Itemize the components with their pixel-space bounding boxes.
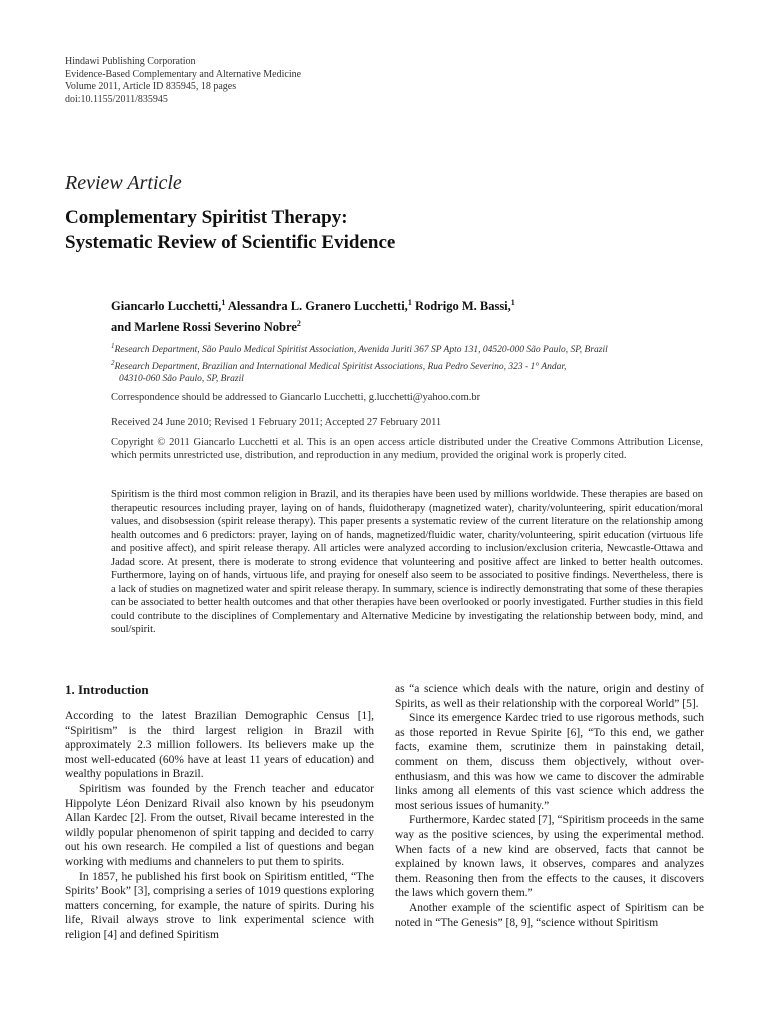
affiliation-marker: 1 <box>221 298 226 307</box>
affiliation-marker: 1 <box>407 298 412 307</box>
body-paragraph: Furthermore, Kardec stated [7], “Spiritism proceeds in the same way as the positive sciences, by using the experimental method. When facts of a new kind are observed, facts that cannot be explained by known laws, it observes, compares and analyzes them. Reasoning then from the effects to the causes, it discovers the laws which govern them.” <box>395 814 704 900</box>
affiliation-text: Research Department, Brazilian and International Medical Spiritist Associations, Rua Pedro Severino, 323 - 1° Andar, <box>114 361 567 372</box>
title-line-1: Complementary Spiritist Therapy: <box>65 207 348 228</box>
article-type: Review Article <box>65 172 182 194</box>
affiliation-2 <box>111 357 711 374</box>
affiliation-text: Research Department, São Paulo Medical Spiritist Association, Avenida Juriti 367 SP Apto 131, 04520-000 São Paulo, SP, Brazil <box>114 345 608 356</box>
abstract: Spiritism is the third most common religion in Brazil, and its therapies have been used by millions worldwide. These therapies are based on therapeutic resources including prayer, laying on of hands, fluidotherapy (magnetized water), charity/volunteering, spirit education/moral values, and disobsession (spirit release therapy). This paper presents a systematic review of the current literature on the relationship among health outcomes and 6 predictors: prayer, laying on of hands, magnetized/fluidic water, charity/volunteering, spirit education (virtuous life and positive affect), and spirit release therapy. All articles were analyzed according to inclusion/exclusion criteria, Newcastle-Ottawa and Jadad score. At present, there is moderate to strong evidence that volunteering and positive affect are linked to better health outcomes. Furthermore, laying on of hands, virtuous life, and praying for oneself also seem to be associated to positive findings. Nevertheless, there is a lack of studies on magnetized water and spirit release therapy. In summary, science is indirectly demonstrating that some of these therapies can be associated to better health outcomes and that other therapies have been overlooked or poorly investigated. Further studies in this field could contribute to the disciplines of Complementary and Alternative Medicine by investigating the relationship between body, mind, and soul/spirit. <box>111 489 703 635</box>
affiliation-marker: 2 <box>111 358 115 367</box>
correspondence-email[interactable]: g.lucchetti@yahoo.com.br <box>368 392 481 403</box>
affiliations <box>111 340 711 386</box>
title-line-2: Systematic Review of Scientific Evidence <box>65 232 396 253</box>
correspondence-text: Correspondence should be addressed to Giancarlo Lucchetti, <box>111 392 367 403</box>
body-paragraph: According to the latest Brazilian Demographic Census [1], “Spiritism” is the third largest religion in Brazil with approximately 2.3 million followers. Its believers make up the most well-educated (60% have at least 11 years of education) and wealthy populations in Brazil. <box>65 710 374 781</box>
author-name: Giancarlo Lucchetti, <box>111 299 222 314</box>
affiliation-marker: 1 <box>510 298 515 307</box>
body-paragraph: Since its emergence Kardec tried to use rigorous methods, such as those reported in Revue Spirite [6], “To this end, we gather facts, examine them, scrutinize them in painstaking detail, comment on them, discuss them objectively, without over-enthusiasm, and this was how we came to discover the admirable links among all elements of this vast science which address the most serious issues of humanity.” <box>395 712 704 812</box>
journal-header <box>65 56 465 106</box>
correspondence-line <box>111 392 711 403</box>
affiliation-marker: 1 <box>111 342 115 350</box>
author-name: Marlene Rossi Severino Nobre <box>134 320 297 335</box>
section-heading: 1. Introduction <box>65 682 149 697</box>
copyright-notice: Copyright © 2011 Giancarlo Lucchetti et al. This is an open access article distributed under the Creative Commons Attribution License, which permits unrestricted use, distribution, and reproduction in any medium, provided the original work is properly cited. <box>111 437 703 461</box>
doi: doi:10.1155/2011/835945 <box>65 93 168 105</box>
body-paragraph: Another example of the scientific aspect of Spiritism can be noted in “The Genesis” [8, 9], “science without Spiritism <box>395 901 704 929</box>
author-name: Alessandra L. Granero Lucchetti, <box>227 299 408 314</box>
author-list <box>111 294 711 336</box>
body-column-right <box>395 682 704 930</box>
volume-info: Volume 2011, Article ID 835945, 18 pages <box>65 81 237 92</box>
body-column-left <box>65 682 374 943</box>
body-paragraph: Spiritism was founded by the French teacher and educator Hippolyte Léon Denizard Rivail also known by his pseudonym Allan Kardec [2]. From the outset, Rivail became interested in the wildly popular phenomenon of spirit tapping and decided to carry out his own research. He compiled a list of questions and began working with mediums and channelers to put them to spirits. <box>65 782 374 868</box>
body-paragraph: as “a science which deals with the nature, origin and destiny of Spirits, as well as their relationship with the corporeal World” [5]. <box>395 683 704 710</box>
affiliation-2-continued: 04310-060 São Paulo, SP, Brazil <box>119 374 244 385</box>
body-paragraph: In 1857, he published his first book on Spiritism entitled, “The Spirits’ Book” [3], comprising a series of 1019 questions exploring matters concerning, for example, the nature of spirits. During his life, Rivail always strove to link experimental science with religion [4] and defined Spiritism <box>65 870 374 941</box>
journal-name: Evidence-Based Complementary and Alternative Medicine <box>65 68 302 80</box>
affiliation-1 <box>111 340 711 357</box>
author-conjunction: and <box>111 320 132 335</box>
article-title <box>65 205 705 255</box>
affiliation-marker: 2 <box>296 319 301 329</box>
publication-dates: Received 24 June 2010; Revised 1 February 2011; Accepted 27 February 2011 <box>111 417 442 428</box>
author-name: Rodrigo M. Bassi, <box>414 299 511 314</box>
publisher-name: Hindawi Publishing Corporation <box>65 56 196 67</box>
